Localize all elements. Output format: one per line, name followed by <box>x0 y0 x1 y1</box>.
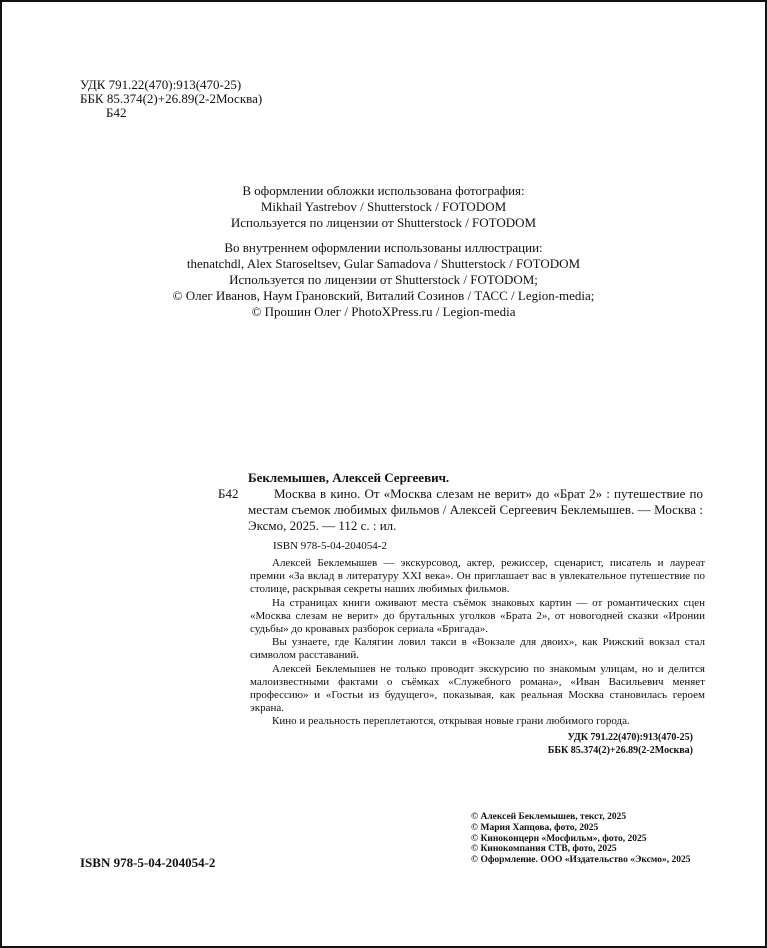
copyright-block <box>471 812 690 866</box>
classification-codes <box>80 78 262 120</box>
copyright-line: © Оформление. ООО «Издательство «Эксмо», 2025 <box>471 855 691 866</box>
interior-credits <box>0 240 767 320</box>
credit-line: Используется по лицензии от Shutterstock / FOTODOM <box>230 215 537 230</box>
udk-code: УДК 791.22(470):913(470-25) <box>567 731 693 743</box>
bbk-code: ББК 85.374(2)+26.89(2-2Москва) <box>547 744 693 756</box>
udk-code: УДК 791.22(470):913(470-25) <box>80 77 242 92</box>
credit-line: © Прошин Олег / PhotoXPress.ru / Legion-media <box>251 304 516 319</box>
copyright-line: © Мария Хапцова, фото, 2025 <box>471 822 599 833</box>
credit-line: thenatchdl, Alex Staroseltsev, Gular Samadova / Shutterstock / FOTODOM <box>186 256 581 271</box>
credit-line: Mikhail Yastrebov / Shutterstock / FOTODOM <box>260 199 507 214</box>
annotation-paragraph: На страницах книги оживают места съёмок знаковых картин — от романтических сцен «Москва слезам не верит» до брутальных уголков «Брата 2», от новогодней сказки «Иронии судьбы» до кровавых разборок сериала «Бригада». <box>250 596 705 636</box>
credit-line: Используется по лицензии от Shutterstock / FOTODOM; <box>229 272 538 287</box>
author-sign: Б42 <box>106 105 127 120</box>
catalog-description: Москва в кино. От «Москва слезам не верит» до «Брат 2» : путешествие по местам съемок любимых фильмов / Алексей Сергеевич Беклемышев. — Москва : Эксмо, 2025. — 112 с. : ил. <box>248 486 703 533</box>
catalog-entry <box>218 470 703 554</box>
credit-line: В оформлении обложки использована фотография: <box>242 183 525 198</box>
copyright-line: © Кинокомпания СТВ, фото, 2025 <box>471 844 617 855</box>
cover-credits <box>0 183 767 231</box>
credit-line: Во внутреннем оформлении использованы иллюстрации: <box>224 240 543 255</box>
isbn-bottom: ISBN 978-5-04-204054-2 <box>80 855 216 870</box>
copyright-line: © Киноконцерн «Мосфильм», фото, 2025 <box>471 833 647 844</box>
bbk-code: ББК 85.374(2)+26.89(2-2Москва) <box>80 91 263 106</box>
credit-line: © Олег Иванов, Наум Грановский, Виталий Созинов / ТАСС / Legion-media; <box>172 288 595 303</box>
annotation <box>250 557 705 757</box>
annotation-paragraph: Вы узнаете, где Калягин ловил такси в «Вокзале для двоих», как Рижский вокзал стал символом расставаний. <box>250 636 705 662</box>
catalog-sign: Б42 <box>218 486 239 501</box>
annotation-codes <box>250 731 705 757</box>
copyright-line: © Алексей Беклемышев, текст, 2025 <box>471 812 627 822</box>
annotation-paragraph: Алексей Беклемышев не только проводит экскурсию по знакомым улицам, но и делится малоизвестными фактами о съёмках «Служебного романа», «Иван Васильевич меняет профессию» и «Гостьи из будущего», показывая, как реальная Москва становилась героем экрана. <box>250 662 705 715</box>
catalog-isbn: ISBN 978-5-04-204054-2 <box>273 540 387 552</box>
annotation-paragraph: Кино и реальность переплетаются, открывая новые грани любимого города. <box>272 715 630 728</box>
catalog-author: Беклемышев, Алексей Сергеевич. <box>248 470 450 485</box>
annotation-paragraph: Алексей Беклемышев — экскурсовод, актер, режиссер, сценарист, писатель и лауреат премии «За вклад в литературу XXI века». Он приглашает вас в увлекательное путешествие по столице, раскрывая секреты наших любимых фильмов. <box>250 557 705 596</box>
